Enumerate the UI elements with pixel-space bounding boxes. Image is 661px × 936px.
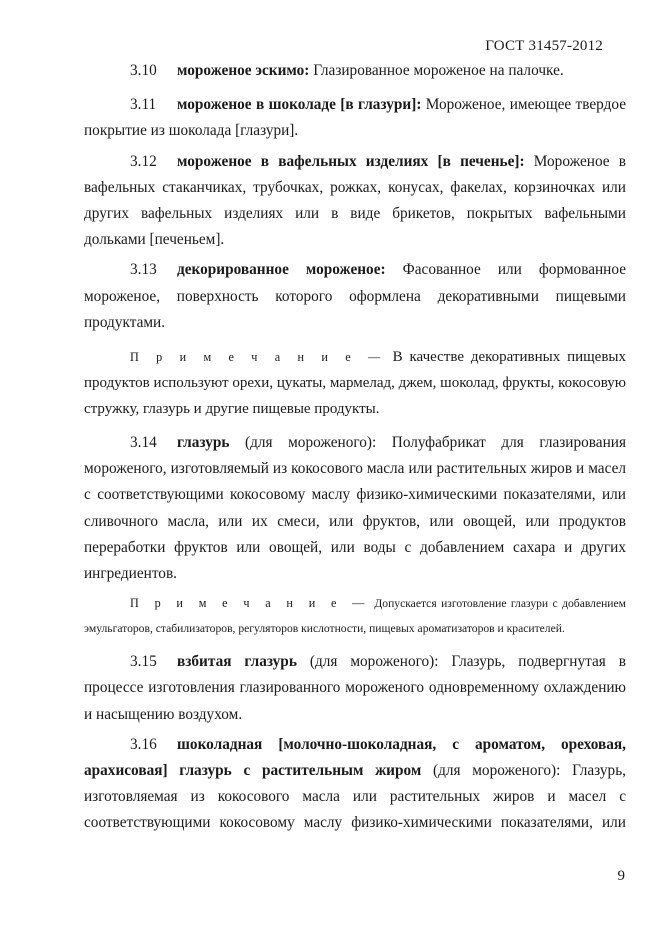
- document-body: [84, 58, 626, 837]
- definition-text: Фасованное или формованное мороженое, поверхность которого оформлена декоративными пищевыми продуктами.: [84, 261, 626, 331]
- clause-number: 3.16: [130, 735, 157, 753]
- definition-text: (для мороженого): Полуфабрикат для глазирования мороженого, изготовляемый из кокосового масла или растительных жиров и масел с соответствующими кокосовому маслу физико-химическими показателями, или сливочного масла, или их смеси, или фруктов, или овощей, или продуктов переработки фруктов или овощей, или воды с добавлением сахара и других ингредиентов.: [84, 434, 626, 583]
- definition-text: Мороженое, имеющее твердое покрытие из шоколада [глазури].: [84, 96, 627, 140]
- note-text: В качестве декоративных пищевых продуктов используют орехи, цукаты, мармелад, джем, шоколад, фрукты, кокосовую стружку, глазурь и другие пищевые продукты.: [84, 349, 626, 418]
- term: взбитая глазурь: [177, 653, 297, 671]
- definition-3-14: [84, 430, 626, 587]
- clause-number: 3.13: [130, 261, 157, 279]
- definition-3-15: [84, 649, 626, 728]
- clause-number: 3.11: [130, 96, 157, 114]
- term: декорированное мороженое:: [177, 261, 386, 279]
- note-label: П р и м е ч а н и е —: [130, 350, 386, 365]
- term: шоколадная [молочно-шоколадная, с ароматом, ореховая, арахисовая] глазурь с растительным жиром: [84, 735, 626, 780]
- definition-text: Глазированное мороженое на палочке.: [309, 62, 564, 79]
- definition-3-16: [84, 732, 626, 837]
- definition-text: (для мороженого): Глазурь, подвергнутая в процессе изготовления глазированного мороженого одновременному охлаждению и насыщению воздухом.: [84, 653, 627, 723]
- clause-number: 3.10: [130, 62, 157, 79]
- term: глазурь: [177, 434, 230, 452]
- clause-number: 3.12: [130, 152, 157, 170]
- definition-3-11: [84, 92, 626, 144]
- definition-3-13: [84, 257, 626, 336]
- definition-text: Мороженое в вафельных стаканчиках, трубочках, рожках, конусах, факелах, корзиночках или других вафельных изделиях или в виде брикетов, покрытых вафельными дольками [печеньем].: [84, 152, 626, 249]
- clause-number: 3.15: [130, 653, 157, 671]
- definition-text: (для мороженого): Глазурь, изготовляемая из кокосового масла или растительных жиров и масел с соответствующими кокосовому маслу физико-химическими показателями, или: [84, 762, 627, 832]
- term: мороженое в вафельных изделиях [в печенье]:: [177, 152, 525, 170]
- definition-3-10: [84, 58, 626, 84]
- page-number: 9: [617, 868, 625, 884]
- note-label: П р и м е ч а н и е —: [130, 596, 370, 611]
- definition-3-12: [84, 149, 626, 254]
- term: мороженое эскимо:: [177, 62, 310, 79]
- note-2: [84, 591, 626, 641]
- clause-number: 3.14: [130, 434, 157, 452]
- note-1: [84, 344, 626, 422]
- note-text: Допускается изготовление глазури с добавлением эмульгаторов, стабилизаторов, регуляторов кислотности, пищевых ароматизаторов и красителей.: [84, 597, 626, 635]
- document-header: ГОСТ 31457-2012: [485, 38, 603, 54]
- term: мороженое в шоколаде [в глазури]:: [177, 96, 422, 114]
